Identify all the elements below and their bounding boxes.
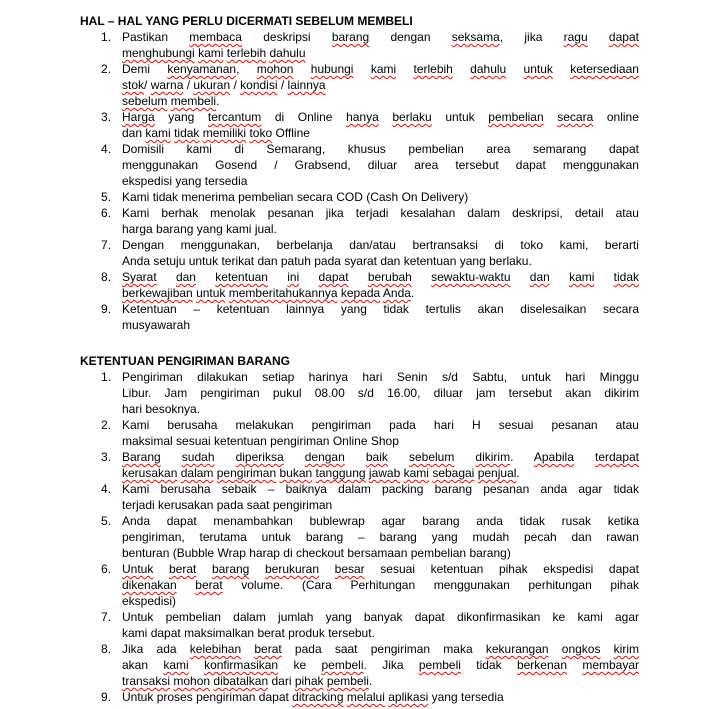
misspelled-word: kondisi [240, 78, 278, 92]
misspelled-word: menghubungi [122, 46, 195, 60]
text-line: dikenakan berat volume. (Cara Perhitungan menggunakan perhitungan pihak [122, 578, 640, 592]
misspelled-word: berat [195, 578, 223, 592]
text-line: Harga yang tercantum di Online hanya berlaku untuk pembelian secara online [122, 110, 639, 124]
text-line: Barang sudah diperiksa dengan baik sebelum dikirim. Apabila terdapat [122, 450, 640, 464]
misspelled-word: tidak [174, 126, 200, 140]
section-heading: HAL – HAL YANG PERLU DICERMATI SEBELUM MEMBELI [80, 14, 413, 28]
text-line: sebelum membeli. [122, 94, 220, 108]
misspelled-word: toko [249, 126, 273, 140]
misspelled-word: pengiriman [216, 466, 277, 480]
misspelled-word: dahulu [269, 46, 306, 60]
misspelled-word: dikirim [475, 450, 511, 464]
text-line: akan kami konfirmasikan ke pembeli. Jika pembeli tidak berkenan membayar [122, 658, 640, 672]
misspelled-word: dikenakan [122, 578, 177, 592]
misspelled-word: terlebih [226, 46, 267, 60]
misspelled-word: berukuran [264, 562, 320, 576]
text-line: Jika ada kelebihan berat pada saat pengiriman maka kekurangan ongkos kirim [122, 642, 639, 656]
text-line: Domisili kami di Semarang, khusus pembelian area semarang dapat [122, 142, 639, 156]
misspelled-word: sudah [181, 450, 215, 464]
misspelled-word: kami [569, 270, 595, 284]
policy-item [80, 269, 639, 301]
misspelled-word: kerusakan [122, 466, 178, 480]
misspelled-word: ditracking [292, 690, 344, 704]
misspelled-word: dapat [318, 270, 349, 284]
misspelled-word: kekurangan [485, 642, 549, 656]
text-line: maksimal sesuai ketentuan pengiriman Online Shop [122, 434, 399, 448]
misspelled-word: sebelum [122, 94, 168, 108]
misspelled-word: dengan [304, 450, 345, 464]
policy-item [80, 109, 639, 141]
text-line: Anda dapat menambahkan bublewrap agar barang anda tidak rusak ketika [122, 514, 640, 528]
misspelled-word: stok [122, 78, 145, 92]
misspelled-word: mohon [173, 674, 211, 688]
misspelled-word: transaksi [122, 674, 171, 688]
misspelled-word: dan [175, 270, 196, 284]
text-line: Untuk pembelian dalam jumlah yang banyak dapat dikonfirmasikan ke kami agar [122, 610, 640, 624]
text-line: Kami berusaha sebaik – baiknya dalam packing barang pesanan anda agar tidak [122, 482, 639, 496]
misspelled-word: bukan [279, 466, 313, 480]
misspelled-word: dan [529, 270, 550, 284]
misspelled-word: ini [287, 270, 300, 284]
misspelled-word: secara [557, 110, 594, 124]
text-line: Ketentuan – ketentuan lainnya yang tidak tertulis akan diselesaikan secara [122, 302, 640, 316]
text-line [122, 269, 639, 285]
misspelled-word: berubah [367, 270, 412, 284]
misspelled-word: dalam [180, 466, 214, 480]
misspelled-word: kenyamanan [167, 62, 237, 76]
policy-item [80, 237, 639, 269]
misspelled-word: membayar [582, 658, 640, 672]
misspelled-word: lainnya [287, 78, 326, 92]
misspelled-word: hubungi [310, 62, 354, 76]
text-line: Kami berusaha melakukan pengiriman pada hari H sesuai pesanan atau [122, 418, 639, 432]
text-line: dan kami tidak memiliki toko Offline [122, 126, 310, 140]
misspelled-word: ongkos [561, 642, 601, 656]
misspelled-word: hanya [346, 110, 379, 124]
misspelled-word: kepada [340, 286, 381, 300]
misspelled-word: jawab [368, 466, 401, 480]
policy-item [80, 689, 639, 705]
misspelled-word: melalui [346, 690, 385, 704]
misspelled-word: baik [365, 450, 388, 464]
misspelled-word: ketentuan [215, 270, 268, 284]
misspelled-word: Harga [122, 110, 155, 124]
misspelled-word: terdapat [594, 450, 640, 464]
misspelled-word: berkenan [516, 658, 567, 672]
misspelled-word: pihak [294, 674, 324, 688]
misspelled-word: tanggung [315, 466, 366, 480]
misspelled-word: terlebih [413, 62, 453, 76]
misspelled-word: aplikasi [388, 690, 429, 704]
misspelled-word: konfirmasikan [204, 658, 279, 672]
misspelled-word: pembeli [326, 674, 369, 688]
text-line: Kami berhak menolak pesanan jika terjadi kesalahan dalam deskripsi, detail atau [122, 206, 639, 220]
text-line: musyawarah [122, 318, 191, 332]
misspelled-word: besar [334, 562, 365, 576]
policy-item [80, 61, 639, 109]
misspelled-word: kami [198, 46, 224, 60]
misspelled-word: pembeli [418, 658, 461, 672]
text-line: terjadi kerusakan pada saat pengiriman [122, 498, 333, 512]
misspelled-word: Barang [122, 450, 161, 464]
text-line: Pengiriman dilakukan setiap harinya hari Senin s/d Sabtu, untuk hari Minggu [122, 370, 640, 384]
policy-item [80, 29, 639, 61]
misspelled-word: warna [150, 78, 184, 92]
text-line: berkewajiban untuk memberitahukannya kepada Anda. [122, 286, 415, 300]
misspelled-word: Apabila [533, 450, 574, 464]
text-line: ekspedisi) [122, 594, 177, 608]
misspelled-word: tidak [613, 270, 640, 284]
misspelled-word: pembeli [321, 658, 364, 672]
misspelled-word: kami [145, 126, 171, 140]
policy-item [80, 449, 639, 481]
misspelled-word: Untuk [122, 562, 154, 576]
misspelled-word: Anda [382, 286, 411, 300]
policy-list [80, 29, 639, 333]
policy-item [80, 301, 639, 333]
section-heading: KETENTUAN PENGIRIMAN BARANG [80, 354, 290, 368]
text-line: stok/ warna / ukuran / kondisi / lainnya [122, 78, 326, 92]
policy-item [80, 205, 639, 237]
misspelled-word: membaca [189, 30, 242, 44]
misspelled-word: dapat [608, 30, 639, 44]
misspelled-word: membeli [170, 94, 217, 108]
misspelled-word: ketersediaan [570, 62, 639, 76]
misspelled-word: Syarat [122, 270, 157, 284]
misspelled-word: berlaku [392, 110, 432, 124]
misspelled-word: dibatalkan [213, 674, 269, 688]
misspelled-word: untuk [196, 286, 226, 300]
misspelled-word: berat [168, 562, 197, 576]
misspelled-word: memiliki [202, 126, 247, 140]
misspelled-word: kami [163, 658, 189, 672]
misspelled-word: sebelum [408, 450, 455, 464]
text-line: harga barang yang kami jual. [122, 222, 277, 236]
misspelled-word: pembelian [488, 110, 544, 124]
misspelled-word: kami [403, 466, 429, 480]
policy-item [80, 481, 639, 513]
text-line: transaksi mohon dibatalkan dari pihak pembeli. [122, 674, 373, 688]
misspelled-word: ukuran [193, 78, 231, 92]
misspelled-word: kirim [613, 642, 639, 656]
misspelled-word: memberitahukannya [228, 286, 338, 300]
text-line: pengiriman, terutama untuk barang – barang yang mudah pecah dan rawan [122, 530, 639, 544]
text-line: Untuk berat barang berukuran besar sesuai ketentuan pihak ekspedisi dapat [122, 562, 639, 576]
policy-item [80, 189, 639, 205]
policy-item [80, 561, 639, 609]
misspelled-word: berat [254, 642, 282, 656]
misspelled-word: kelebihan [189, 642, 242, 656]
misspelled-word: sewaktu-waktu [431, 270, 511, 284]
text-line: menggunakan Gosend / Grabsend, diluar area tersebut dapat menggunakan [122, 158, 639, 172]
misspelled-word: tercantum [207, 110, 262, 124]
text-line: kerusakan dalam pengiriman bukan tanggung jawab kami sebagai penjual. [122, 466, 520, 480]
policy-list [80, 369, 639, 705]
text-line: Anda setuju untuk terikat dan patuh pada syarat dan ketentuan yang berlaku. [122, 254, 532, 268]
misspelled-word: diperiksa [235, 450, 284, 464]
misspelled-word: seksama [451, 30, 500, 44]
policy-item [80, 141, 639, 189]
text-line: Kami tidak menerima pembelian secara COD (Cash On Delivery) [122, 190, 469, 204]
misspelled-word: berkewajiban [122, 286, 193, 300]
misspelled-word: mohon [256, 62, 294, 76]
text-line: Pastikan membaca deskripsi barang dengan seksama, jika ragu dapat [122, 30, 639, 44]
misspelled-word: kami [370, 62, 397, 76]
misspelled-word: sebagai [432, 466, 475, 480]
section-precautions [80, 13, 639, 333]
text-line: Libur. Jam pengiriman pukul 08.00 s/d 16.00, diluar jam tersebut akan dikirim [122, 386, 639, 400]
text-line: kami dapat maksimalkan berat produk tersebut. [122, 626, 375, 640]
text-line: ekspedisi yang tersedia [122, 174, 248, 188]
policy-item [80, 641, 639, 689]
policy-item [80, 513, 639, 561]
text-line: Dengan menggunakan, berbelanja dan/atau bertransaksi di toko kami, berarti [122, 238, 639, 252]
policy-item [80, 369, 639, 417]
text-line [122, 45, 639, 61]
misspelled-word: penjual [477, 466, 517, 480]
misspelled-word: dahulu [470, 62, 507, 76]
text-line: Untuk proses pengiriman dapat ditracking melalui aplikasi yang tersedia [122, 690, 504, 704]
policy-item [80, 609, 639, 641]
text-line: benturan (Bubble Wrap harap di checkout bersamaan pembelian barang) [122, 546, 511, 560]
policy-item [80, 417, 639, 449]
section-shipping-terms [80, 353, 639, 705]
misspelled-word: ragu [563, 30, 588, 44]
text-line: Demi kenyamanan, mohon hubungi kami terlebih dahulu untuk ketersediaan [122, 62, 639, 76]
misspelled-word: untuk [523, 62, 553, 76]
text-line: hari besoknya. [122, 402, 201, 416]
misspelled-word: barang [331, 30, 370, 44]
misspelled-word: barang [211, 562, 250, 576]
